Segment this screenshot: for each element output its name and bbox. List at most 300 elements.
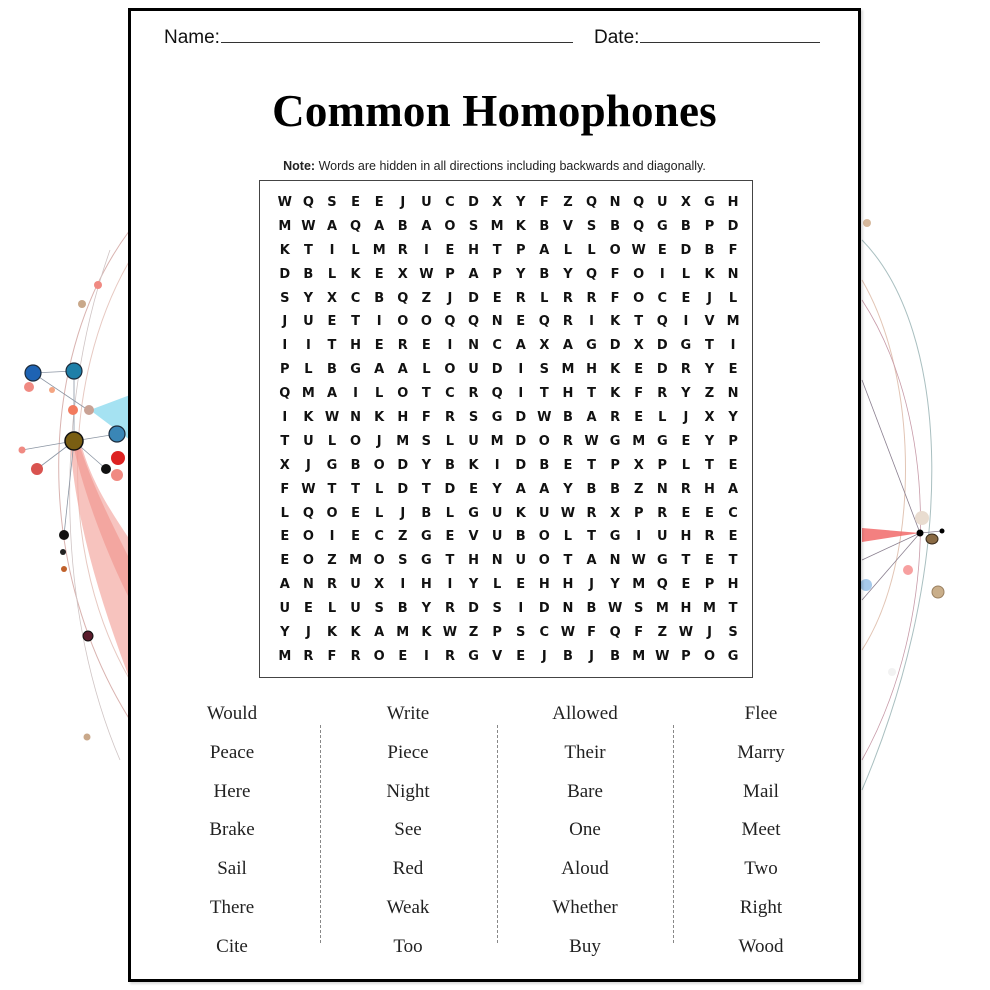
grid-letter[interactable]: K <box>350 625 361 641</box>
grid-letter[interactable]: R <box>562 290 573 306</box>
grid-letter[interactable]: K <box>610 386 621 402</box>
grid-letter[interactable]: Y <box>563 481 573 497</box>
grid-letter[interactable]: W <box>324 410 340 426</box>
grid-letter[interactable]: K <box>279 242 290 258</box>
grid-letter[interactable]: D <box>491 362 503 378</box>
grid-letter[interactable]: T <box>587 529 596 545</box>
grid-letter[interactable]: V <box>704 314 715 330</box>
grid-letter[interactable]: O <box>703 648 716 664</box>
grid-letter[interactable]: X <box>680 195 691 210</box>
grid-letter[interactable]: Z <box>633 481 644 497</box>
grid-letter[interactable]: O <box>538 553 550 569</box>
grid-letter[interactable]: J <box>305 625 311 641</box>
grid-letter[interactable]: L <box>327 433 337 449</box>
grid-letter[interactable]: S <box>634 601 644 617</box>
grid-letter[interactable]: G <box>704 195 715 210</box>
grid-letter[interactable]: T <box>280 433 290 449</box>
grid-letter[interactable]: N <box>656 481 668 497</box>
grid-letter[interactable]: M <box>561 362 575 378</box>
grid-letter[interactable]: L <box>375 505 384 521</box>
grid-letter[interactable]: Q <box>350 218 362 234</box>
grid-letter[interactable]: Z <box>563 195 573 210</box>
grid-letter[interactable]: H <box>420 577 432 593</box>
grid-letter[interactable]: W <box>301 481 316 497</box>
grid-letter[interactable]: I <box>423 648 429 664</box>
grid-letter[interactable]: B <box>397 218 408 234</box>
grid-letter[interactable]: M <box>396 625 410 641</box>
grid-letter[interactable]: Z <box>704 386 715 402</box>
grid-letter[interactable]: R <box>397 242 408 258</box>
grid-letter[interactable]: A <box>586 553 597 569</box>
grid-letter[interactable]: J <box>683 410 689 426</box>
grid-letter[interactable]: L <box>351 242 360 258</box>
grid-letter[interactable]: O <box>397 314 409 330</box>
grid-letter[interactable]: E <box>634 362 644 378</box>
grid-letter[interactable]: S <box>327 195 337 210</box>
grid-letter[interactable]: T <box>681 553 691 569</box>
grid-letter[interactable]: M <box>490 433 504 449</box>
grid-letter[interactable]: I <box>518 601 524 617</box>
grid-letter[interactable]: L <box>327 266 337 282</box>
grid-letter[interactable]: R <box>515 290 526 306</box>
grid-letter[interactable]: R <box>562 433 573 449</box>
grid-letter[interactable]: I <box>447 577 453 593</box>
grid-letter[interactable]: W <box>560 505 576 521</box>
letter-grid[interactable] <box>273 191 745 669</box>
grid-letter[interactable]: E <box>469 481 478 497</box>
grid-letter[interactable]: T <box>351 314 361 330</box>
grid-letter[interactable]: A <box>562 338 573 354</box>
grid-letter[interactable]: H <box>586 362 597 378</box>
grid-letter[interactable]: J <box>589 577 594 593</box>
grid-letter[interactable]: J <box>707 290 712 306</box>
grid-letter[interactable]: G <box>468 505 479 521</box>
grid-letter[interactable]: K <box>326 625 338 641</box>
grid-letter[interactable]: L <box>375 481 384 497</box>
grid-letter[interactable]: R <box>610 410 621 426</box>
grid-letter[interactable]: B <box>539 457 550 473</box>
grid-letter[interactable]: Q <box>444 314 456 330</box>
grid-letter[interactable]: B <box>562 410 573 426</box>
grid-letter[interactable]: N <box>609 553 621 569</box>
grid-letter[interactable]: B <box>704 242 715 258</box>
grid-letter[interactable]: I <box>376 314 382 330</box>
grid-letter[interactable]: G <box>421 529 432 545</box>
grid-letter[interactable]: G <box>586 338 597 354</box>
grid-letter[interactable]: Q <box>633 195 645 210</box>
grid-letter[interactable]: S <box>280 290 290 306</box>
grid-letter[interactable]: D <box>397 457 409 473</box>
grid-letter[interactable]: L <box>587 242 596 258</box>
grid-letter[interactable]: T <box>421 386 431 402</box>
grid-letter[interactable]: D <box>727 218 739 234</box>
grid-letter[interactable]: G <box>421 553 432 569</box>
grid-letter[interactable]: O <box>397 386 409 402</box>
grid-letter[interactable]: B <box>350 457 361 473</box>
grid-letter[interactable]: E <box>516 577 526 593</box>
grid-letter[interactable]: P <box>704 577 715 593</box>
grid-letter[interactable]: J <box>282 314 288 330</box>
grid-letter[interactable]: D <box>397 481 409 497</box>
grid-letter[interactable]: T <box>634 314 644 330</box>
grid-letter[interactable]: W <box>560 625 576 641</box>
grid-letter[interactable]: A <box>421 218 432 234</box>
grid-letter[interactable]: A <box>374 362 385 378</box>
grid-letter[interactable]: B <box>421 505 432 521</box>
grid-letter[interactable]: D <box>538 601 550 617</box>
grid-letter[interactable]: B <box>539 266 550 282</box>
grid-letter[interactable]: K <box>704 266 715 282</box>
grid-letter[interactable]: O <box>302 553 314 569</box>
grid-letter[interactable]: I <box>282 338 288 354</box>
grid-letter[interactable]: Y <box>681 386 691 402</box>
grid-letter[interactable]: Q <box>585 195 598 210</box>
grid-letter[interactable]: Y <box>610 577 620 593</box>
grid-letter[interactable]: I <box>305 338 311 354</box>
grid-letter[interactable]: E <box>421 338 431 354</box>
grid-letter[interactable]: X <box>633 457 644 473</box>
grid-letter[interactable]: F <box>610 266 620 282</box>
grid-letter[interactable]: D <box>515 433 527 449</box>
grid-letter[interactable]: U <box>539 505 550 521</box>
grid-letter[interactable]: E <box>681 433 691 449</box>
grid-letter[interactable]: U <box>657 529 668 545</box>
grid-letter[interactable]: E <box>445 529 455 545</box>
grid-letter[interactable]: A <box>279 577 290 593</box>
grid-letter[interactable]: H <box>680 601 692 617</box>
grid-letter[interactable]: S <box>516 625 526 641</box>
grid-letter[interactable]: P <box>515 242 526 258</box>
grid-letter[interactable]: I <box>400 577 406 593</box>
grid-letter[interactable]: G <box>609 529 621 545</box>
grid-letter[interactable]: E <box>327 314 337 330</box>
grid-letter[interactable]: O <box>538 529 550 545</box>
grid-letter[interactable]: M <box>632 648 646 664</box>
grid-letter[interactable]: Y <box>421 457 432 473</box>
grid-letter[interactable]: P <box>280 362 290 378</box>
grid-letter[interactable]: F <box>327 648 337 664</box>
grid-letter[interactable]: N <box>609 195 621 210</box>
grid-letter[interactable]: T <box>705 338 714 354</box>
grid-letter[interactable]: U <box>421 195 432 210</box>
grid-letter[interactable]: P <box>728 433 738 449</box>
grid-letter[interactable]: U <box>303 433 314 449</box>
grid-letter[interactable]: L <box>445 433 455 449</box>
grid-letter[interactable]: K <box>468 457 479 473</box>
grid-letter[interactable]: R <box>704 529 715 545</box>
grid-letter[interactable]: L <box>375 386 384 402</box>
grid-letter[interactable]: P <box>704 218 715 234</box>
grid-letter[interactable]: C <box>728 505 738 521</box>
grid-letter[interactable]: K <box>303 410 314 426</box>
grid-letter[interactable]: O <box>420 314 432 330</box>
grid-letter[interactable]: P <box>610 457 620 473</box>
grid-letter[interactable]: Y <box>303 290 314 306</box>
grid-letter[interactable]: Q <box>397 290 409 306</box>
grid-letter[interactable]: E <box>492 290 502 306</box>
grid-letter[interactable]: D <box>444 481 456 497</box>
grid-letter[interactable]: I <box>423 242 429 258</box>
date-blank-line[interactable] <box>640 28 820 43</box>
grid-letter[interactable]: Q <box>585 266 598 282</box>
grid-letter[interactable]: I <box>518 386 524 402</box>
grid-letter[interactable]: I <box>730 338 736 354</box>
grid-letter[interactable]: D <box>680 242 692 258</box>
grid-letter[interactable]: C <box>445 386 455 402</box>
grid-letter[interactable]: H <box>397 410 409 426</box>
grid-letter[interactable]: M <box>632 433 646 449</box>
grid-letter[interactable]: R <box>657 386 668 402</box>
grid-letter[interactable]: N <box>727 266 739 282</box>
grid-letter[interactable]: Y <box>563 266 573 282</box>
grid-letter[interactable]: F <box>610 290 620 306</box>
grid-letter[interactable]: W <box>584 433 599 449</box>
grid-letter[interactable]: Y <box>516 195 526 210</box>
grid-letter[interactable]: R <box>657 505 668 521</box>
grid-letter[interactable]: L <box>540 290 549 306</box>
grid-letter[interactable]: I <box>447 338 453 354</box>
grid-letter[interactable]: X <box>633 338 644 354</box>
grid-letter[interactable]: E <box>563 457 573 473</box>
grid-letter[interactable]: A <box>326 386 338 402</box>
grid-letter[interactable]: Y <box>516 266 526 282</box>
grid-letter[interactable]: P <box>492 266 502 282</box>
grid-letter[interactable]: W <box>277 195 292 210</box>
grid-letter[interactable]: Z <box>468 625 479 641</box>
grid-letter[interactable]: J <box>707 625 712 641</box>
grid-letter[interactable]: R <box>350 648 361 664</box>
grid-letter[interactable]: I <box>494 457 500 473</box>
grid-letter[interactable]: I <box>282 410 288 426</box>
grid-letter[interactable]: A <box>326 218 338 234</box>
grid-letter[interactable]: E <box>705 505 714 521</box>
grid-letter[interactable]: U <box>515 553 527 569</box>
grid-letter[interactable]: B <box>562 648 573 664</box>
grid-letter[interactable]: T <box>587 457 596 473</box>
grid-letter[interactable]: R <box>303 648 314 664</box>
grid-letter[interactable]: R <box>562 314 573 330</box>
grid-letter[interactable]: H <box>680 529 692 545</box>
grid-letter[interactable]: I <box>659 266 665 282</box>
grid-letter[interactable]: E <box>280 529 290 545</box>
grid-letter[interactable]: H <box>704 481 715 497</box>
grid-letter[interactable]: B <box>610 648 621 664</box>
grid-letter[interactable]: G <box>727 648 739 664</box>
grid-letter[interactable]: L <box>728 290 738 306</box>
name-field[interactable] <box>164 27 573 49</box>
grid-letter[interactable]: B <box>303 266 314 282</box>
grid-letter[interactable]: X <box>539 338 550 354</box>
grid-letter[interactable]: W <box>537 410 552 426</box>
grid-letter[interactable]: Q <box>279 386 291 402</box>
name-blank-line[interactable] <box>221 28 573 43</box>
grid-letter[interactable]: R <box>397 338 408 354</box>
grid-letter[interactable]: K <box>610 362 621 378</box>
grid-letter[interactable]: L <box>492 577 502 593</box>
grid-letter[interactable]: Q <box>656 314 668 330</box>
grid-letter[interactable]: T <box>303 242 313 258</box>
grid-letter[interactable]: I <box>589 314 594 330</box>
grid-letter[interactable]: A <box>374 218 385 234</box>
grid-letter[interactable]: C <box>350 290 361 306</box>
grid-letter[interactable]: D <box>468 195 479 210</box>
grid-letter[interactable]: H <box>350 338 362 354</box>
grid-letter[interactable]: A <box>586 410 597 426</box>
grid-letter[interactable]: B <box>586 481 597 497</box>
grid-letter[interactable]: J <box>305 457 311 473</box>
grid-letter[interactable]: D <box>468 290 479 306</box>
grid-letter[interactable]: A <box>539 242 550 258</box>
grid-letter[interactable]: T <box>705 457 714 473</box>
grid-letter[interactable]: J <box>376 433 382 449</box>
grid-letter[interactable]: U <box>350 577 361 593</box>
grid-letter[interactable]: R <box>444 601 455 617</box>
grid-letter[interactable]: X <box>610 505 621 521</box>
grid-letter[interactable]: L <box>327 601 337 617</box>
grid-letter[interactable]: X <box>279 457 290 473</box>
grid-letter[interactable]: U <box>491 505 503 521</box>
grid-letter[interactable]: S <box>492 601 502 617</box>
grid-letter[interactable]: C <box>539 625 550 641</box>
grid-letter[interactable]: O <box>444 218 456 234</box>
grid-letter[interactable]: L <box>563 529 573 545</box>
grid-letter[interactable]: E <box>374 338 384 354</box>
grid-letter[interactable]: K <box>515 505 526 521</box>
grid-letter[interactable]: O <box>302 529 314 545</box>
grid-letter[interactable]: Z <box>657 625 668 641</box>
grid-letter[interactable]: B <box>610 481 621 497</box>
grid-letter[interactable]: G <box>491 410 503 426</box>
grid-letter[interactable]: I <box>353 386 358 402</box>
grid-letter[interactable]: Q <box>538 314 550 330</box>
grid-letter[interactable]: E <box>398 648 408 664</box>
grid-letter[interactable]: T <box>587 386 596 402</box>
grid-letter[interactable]: Q <box>302 195 314 210</box>
grid-letter[interactable]: H <box>562 386 574 402</box>
grid-letter[interactable]: C <box>445 195 455 210</box>
grid-letter[interactable]: X <box>374 577 385 593</box>
grid-letter[interactable]: J <box>589 648 594 664</box>
grid-letter[interactable]: M <box>349 553 363 569</box>
grid-letter[interactable]: L <box>445 505 455 521</box>
grid-letter[interactable]: B <box>539 218 550 234</box>
grid-letter[interactable]: E <box>728 529 738 545</box>
grid-letter[interactable]: N <box>350 410 362 426</box>
grid-letter[interactable]: N <box>562 601 574 617</box>
grid-letter[interactable]: Y <box>468 577 479 593</box>
grid-letter[interactable]: M <box>278 648 292 664</box>
grid-letter[interactable]: X <box>492 195 503 210</box>
grid-letter[interactable]: G <box>609 433 621 449</box>
grid-letter[interactable]: S <box>539 362 550 378</box>
grid-letter[interactable]: T <box>728 553 738 569</box>
grid-letter[interactable]: W <box>678 625 694 641</box>
grid-letter[interactable]: J <box>541 648 547 664</box>
grid-letter[interactable]: M <box>490 218 504 234</box>
grid-letter[interactable]: E <box>351 195 361 210</box>
grid-letter[interactable]: T <box>327 338 337 354</box>
grid-letter[interactable]: G <box>656 433 668 449</box>
grid-letter[interactable]: S <box>468 218 479 234</box>
grid-letter[interactable]: W <box>631 553 646 569</box>
grid-letter[interactable]: D <box>515 410 527 426</box>
grid-letter[interactable]: B <box>586 601 597 617</box>
grid-letter[interactable]: E <box>728 362 738 378</box>
grid-letter[interactable]: U <box>350 601 361 617</box>
grid-letter[interactable]: D <box>279 266 291 282</box>
grid-letter[interactable]: M <box>278 218 292 234</box>
grid-letter[interactable]: U <box>303 314 314 330</box>
grid-letter[interactable]: O <box>326 505 338 521</box>
grid-letter[interactable]: H <box>538 577 550 593</box>
grid-letter[interactable]: Y <box>421 601 432 617</box>
grid-letter[interactable]: T <box>539 386 549 402</box>
grid-letter[interactable]: E <box>681 290 691 306</box>
grid-letter[interactable]: I <box>329 529 335 545</box>
grid-letter[interactable]: L <box>681 266 691 282</box>
grid-letter[interactable]: U <box>468 362 479 378</box>
grid-letter[interactable]: R <box>680 481 691 497</box>
grid-letter[interactable]: S <box>586 218 597 234</box>
grid-letter[interactable]: I <box>518 362 524 378</box>
grid-letter[interactable]: L <box>304 362 313 378</box>
grid-letter[interactable]: B <box>610 218 621 234</box>
grid-letter[interactable]: P <box>633 505 644 521</box>
grid-letter[interactable]: E <box>728 457 738 473</box>
grid-letter[interactable]: Y <box>280 625 290 641</box>
grid-letter[interactable]: E <box>280 553 290 569</box>
grid-letter[interactable]: O <box>373 553 385 569</box>
grid-letter[interactable]: A <box>539 481 550 497</box>
grid-letter[interactable]: T <box>492 242 502 258</box>
grid-letter[interactable]: R <box>444 410 455 426</box>
grid-letter[interactable]: L <box>563 242 573 258</box>
grid-letter[interactable]: E <box>351 505 361 521</box>
grid-letter[interactable]: E <box>634 410 644 426</box>
grid-letter[interactable]: W <box>301 218 316 234</box>
grid-letter[interactable]: D <box>468 601 479 617</box>
grid-letter[interactable]: R <box>680 362 691 378</box>
grid-letter[interactable]: K <box>610 314 621 330</box>
grid-letter[interactable]: N <box>491 553 503 569</box>
grid-letter[interactable]: M <box>301 386 315 402</box>
grid-letter[interactable]: L <box>681 457 691 473</box>
grid-letter[interactable]: Y <box>492 481 502 497</box>
grid-letter[interactable]: E <box>445 242 455 258</box>
grid-letter[interactable]: W <box>419 266 434 282</box>
grid-letter[interactable]: O <box>350 433 362 449</box>
grid-letter[interactable]: I <box>329 242 335 258</box>
grid-letter[interactable]: Z <box>421 290 432 306</box>
grid-letter[interactable]: Y <box>704 433 715 449</box>
grid-letter[interactable]: J <box>447 290 453 306</box>
grid-letter[interactable]: G <box>350 362 361 378</box>
grid-letter[interactable]: O <box>633 290 645 306</box>
grid-letter[interactable]: T <box>728 601 738 617</box>
grid-letter[interactable]: F <box>634 386 644 402</box>
grid-letter[interactable]: C <box>492 338 502 354</box>
grid-letter[interactable]: C <box>374 529 384 545</box>
grid-letter[interactable]: L <box>422 362 431 378</box>
grid-letter[interactable]: G <box>656 218 668 234</box>
grid-letter[interactable]: N <box>727 386 739 402</box>
grid-letter[interactable]: L <box>658 410 667 426</box>
grid-letter[interactable]: S <box>468 410 479 426</box>
grid-letter[interactable]: S <box>728 625 738 641</box>
grid-letter[interactable]: D <box>515 457 527 473</box>
grid-letter[interactable]: M <box>703 601 716 617</box>
grid-letter[interactable]: B <box>444 457 455 473</box>
